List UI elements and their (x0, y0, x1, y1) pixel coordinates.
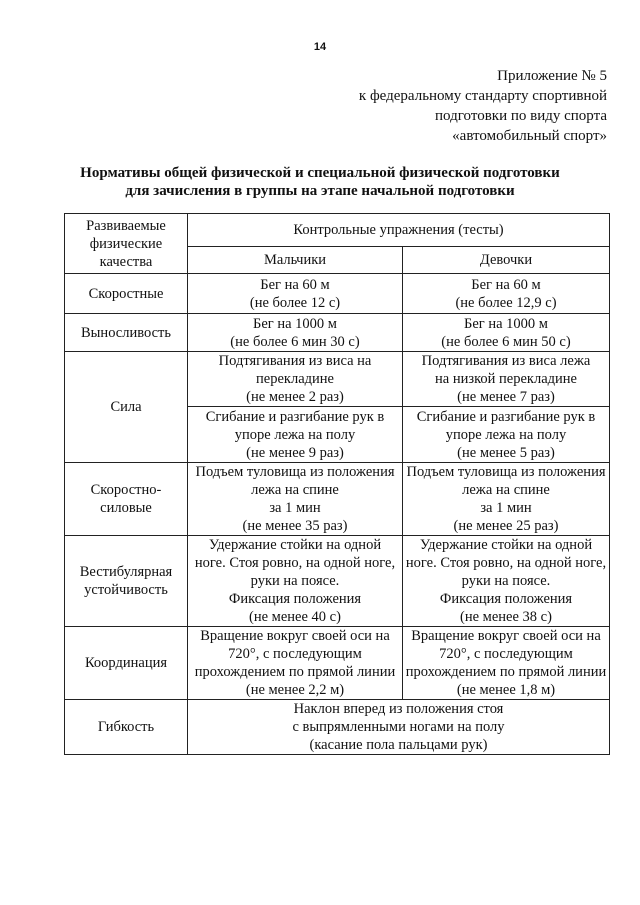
cell-line: Бег на 60 м (471, 276, 541, 293)
cell-line: прохождением по прямой линии (405, 664, 607, 680)
appendix-line: «автомобильный спорт» (452, 128, 607, 144)
cell-line: (не менее 38 с) (460, 609, 552, 625)
title-line-2: для зачисления в группы на этапе начальной подготовки (125, 183, 515, 199)
cell-line: руки на поясе. (461, 573, 551, 589)
girls-cell-speed (403, 274, 610, 314)
cell-line: упоре лежа на полу (445, 426, 567, 443)
boys-cell-speed (188, 274, 403, 314)
cell-line: Развиваемые (86, 217, 166, 234)
cell-line: лежа на спине (462, 482, 550, 498)
girls-cell-speed-strength (403, 463, 610, 536)
cell-line: (не менее 2,2 м) (245, 682, 345, 698)
cell-line: Бег на 1000 м (464, 315, 548, 332)
cell-line: Подтягивания из виса лежа (421, 353, 591, 369)
cell-line: перекладине (256, 371, 334, 387)
boys-cell-strength-1 (188, 352, 403, 407)
cell-line: (не менее 2 раз) (246, 389, 344, 405)
cell-line: ноге. Стоя ровно, на одной ноге, (194, 555, 396, 571)
boys-cell-speed-strength (188, 463, 403, 536)
quality-cell-speed (65, 274, 188, 314)
cell-line: (не более 6 мин 30 с) (230, 333, 360, 350)
cell-line: прохождением по прямой линии (194, 664, 396, 680)
girls-cell-strength-1 (403, 352, 610, 407)
cell-line: на низкой перекладине (435, 371, 577, 387)
cell-line: Выносливость (81, 324, 171, 341)
cell-line: (не менее 5 раз) (457, 444, 555, 461)
cell-line: Вращение вокруг своей оси на (200, 628, 390, 644)
cell-line: Фиксация положения (439, 591, 573, 607)
girls-cell-endurance (403, 314, 610, 352)
table-row (65, 700, 610, 755)
table-header-row (65, 214, 610, 247)
cell-line: Подъем туловища из положения (406, 464, 606, 480)
table-row (65, 274, 610, 314)
cell-line: руки на поясе. (250, 573, 340, 589)
cell-line: Гибкость (97, 719, 155, 735)
cell-line: физические (89, 235, 163, 252)
cell-line: Подъем туловища из положения (195, 464, 395, 480)
cell-line: (не менее 9 раз) (246, 444, 344, 461)
cell-line: (не более 12 с) (249, 294, 341, 311)
header-quality-cell (65, 214, 188, 274)
cell-line: Наклон вперед из положения стоя (293, 701, 504, 717)
cell-line: ноге. Стоя ровно, на одной ноге, (405, 555, 607, 571)
document-title (0, 164, 640, 200)
cell-line: (не менее 7 раз) (457, 389, 555, 405)
cell-line: за 1 мин (480, 500, 532, 516)
girls-cell-vestibular (403, 536, 610, 627)
page-number: 14 (313, 41, 327, 53)
quality-cell-coordination (65, 627, 188, 700)
header-girls-cell: Девочки (403, 247, 610, 274)
quality-cell-strength (65, 352, 188, 463)
cell-line: упоре лежа на полу (234, 426, 356, 443)
cell-line: 720°, с последующим (439, 646, 573, 662)
quality-cell-vestibular (65, 536, 188, 627)
girls-cell-coordination (403, 627, 610, 700)
boys-cell-vestibular (188, 536, 403, 627)
cell-line: Сгибание и разгибание рук в (205, 408, 385, 425)
cell-line: Фиксация положения (228, 591, 362, 607)
table-row (65, 314, 610, 352)
appendix-line: Приложение № 5 (497, 68, 607, 84)
cell-line: Подтягивания из виса на (218, 353, 372, 369)
cell-line: Бег на 60 м (260, 276, 330, 293)
cell-line: Бег на 1000 м (253, 315, 337, 332)
cell-line: (не менее 1,8 м) (456, 682, 556, 698)
cell-line: Координация (84, 655, 168, 671)
cell-line: силовые (100, 500, 152, 516)
table-row (65, 627, 610, 700)
title-line-1: Нормативы общей физической и специальной физической подготовки (80, 165, 560, 181)
quality-cell-speed-strength (65, 463, 188, 536)
cell-line: (касание пола пальцами рук) (309, 737, 488, 753)
cell-line: Удержание стойки на одной (208, 537, 382, 553)
norms-table (64, 213, 610, 755)
boys-cell-coordination (188, 627, 403, 700)
both-cell-flexibility (188, 700, 610, 755)
quality-cell-flexibility (65, 700, 188, 755)
cell-line: Сила (110, 399, 142, 415)
cell-line: качества (99, 253, 153, 270)
header-boys-cell: Мальчики (188, 247, 403, 274)
appendix-line: к федеральному стандарту спортивной (358, 88, 607, 104)
cell-line: Удержание стойки на одной (419, 537, 593, 553)
cell-line: с выпрямленными ногами на полу (292, 719, 505, 735)
cell-line: Вестибулярная (79, 564, 173, 580)
girls-cell-strength-2 (403, 407, 610, 463)
cell-line: (не менее 35 раз) (242, 518, 348, 534)
cell-line: за 1 мин (269, 500, 321, 516)
table-row (65, 352, 610, 407)
cell-line: Скоростно- (90, 482, 162, 498)
cell-line: Вращение вокруг своей оси на (411, 628, 601, 644)
cell-line: (не менее 25 раз) (453, 518, 559, 534)
header-tests-cell: Контрольные упражнения (тесты) (188, 214, 610, 247)
cell-line: (не менее 40 с) (249, 609, 341, 625)
cell-line: лежа на спине (251, 482, 339, 498)
appendix-line: подготовки по виду спорта (435, 108, 607, 124)
table-row (65, 536, 610, 627)
appendix-heading (359, 66, 607, 146)
cell-line: (не более 6 мин 50 с) (441, 333, 571, 350)
boys-cell-endurance (188, 314, 403, 352)
cell-line: (не более 12,9 с) (455, 294, 557, 311)
cell-line: Скоростные (88, 285, 164, 302)
table-row (65, 463, 610, 536)
cell-line: 720°, с последующим (228, 646, 362, 662)
cell-line: устойчивость (84, 582, 168, 598)
boys-cell-strength-2 (188, 407, 403, 463)
cell-line: Сгибание и разгибание рук в (416, 408, 596, 425)
quality-cell-endurance (65, 314, 188, 352)
